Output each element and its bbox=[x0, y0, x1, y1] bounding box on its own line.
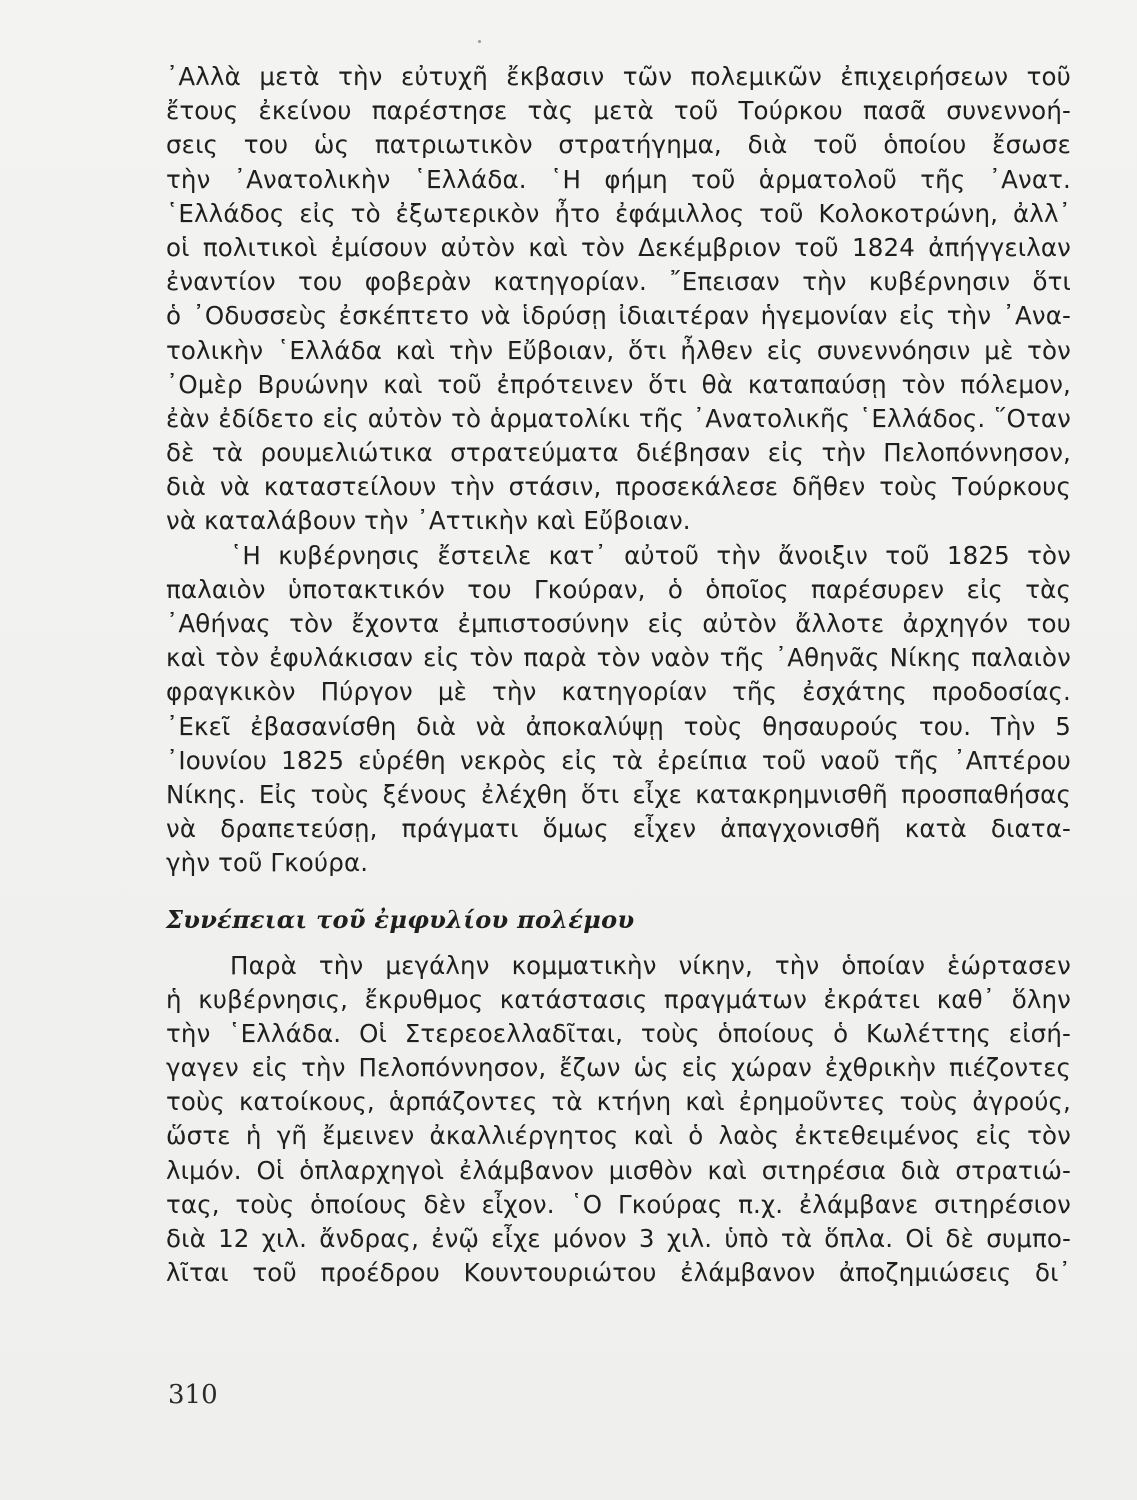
text-line: Νίκης. Εἰς τοὺς ξένους ἐλέχθη ὅτι εἶχε κατακρημνισθῆ προσπαθήσας bbox=[166, 779, 1071, 809]
paragraph-2 bbox=[166, 539, 1071, 881]
text-line: ἐὰν ἐδίδετο εἰς αὐτὸν τὸ ἁρματολίκι τῆς ᾿Ανατολικῆς ῾Ελλάδος. ῞Οταν bbox=[166, 403, 1071, 433]
text-line: ὥστε ἡ γῆ ἔμεινεν ἀκαλλιέργητος καὶ ὁ λαὸς ἐκτεθειμένος εἰς τὸν bbox=[166, 1121, 1071, 1151]
text-line: λῖται τοῦ προέδρου Κουντουριώτου ἐλάμβανον ἀποζημιώσεις δι᾿ bbox=[166, 1258, 1071, 1288]
text-line: τοὺς κατοίκους, ἁρπάζοντες τὰ κτήνη καὶ ἐρημοῦντες τοὺς ἀγρούς, bbox=[166, 1087, 1071, 1117]
text-line: διὰ νὰ καταστείλουν τὴν στάσιν, προσεκάλεσε δῆθεν τοὺς Τούρκους bbox=[166, 472, 1071, 502]
text-line: ἔτους ἐκείνου παρέστησε τὰς μετὰ τοῦ Τούρκου πασᾶ συνεννοή- bbox=[166, 96, 1071, 126]
text-line: τας, τοὺς ὁποίους δὲν εἶχον. ῾Ο Γκούρας π.χ. ἐλάμβανε σιτηρέσιον bbox=[166, 1189, 1071, 1219]
section-heading: Συνέπειαι τοῦ ἐμφυλίου πολέμου bbox=[166, 904, 635, 934]
body-text bbox=[166, 60, 1071, 1290]
paper-speck bbox=[478, 40, 481, 43]
text-line: Παρὰ τὴν μεγάλην κομματικὴν νίκην, τὴν ὁποίαν ἑώρτασεν bbox=[230, 950, 1071, 980]
text-line: παλαιὸν ὑποτακτικόν του Γκούραν, ὁ ὁποῖος παρέσυρεν εἰς τὰς bbox=[166, 574, 1071, 604]
text-line: τολικὴν ῾Ελλάδα καὶ τὴν Εὔβοιαν, ὅτι ἦλθεν εἰς συνεννόησιν μὲ τὸν bbox=[166, 335, 1071, 365]
text-line: ᾿Εκεῖ ἐβασανίσθη διὰ νὰ ἀποκαλύψῃ τοὺς θησαυρούς του. Τὴν 5 bbox=[166, 711, 1071, 741]
text-line: νὰ καταλάβουν τὴν ᾿Αττικὴν καὶ Εὔβοιαν. bbox=[166, 506, 691, 536]
text-line: τὴν ᾿Ανατολικὴν ῾Ελλάδα. ῾Η φήμη τοῦ ἁρματολοῦ τῆς ᾿Ανατ. bbox=[166, 164, 1071, 194]
text-line: δὲ τὰ ρουμελιώτικα στρατεύματα διέβησαν εἰς τὴν Πελοπόννησον, bbox=[166, 438, 1071, 468]
text-line: καὶ τὸν ἐφυλάκισαν εἰς τὸν παρὰ τὸν ναὸν τῆς ᾿Αθηνᾶς Νίκης παλαιὸν bbox=[166, 643, 1071, 673]
text-line: γαγεν εἰς τὴν Πελοπόννησον, ἔζων ὡς εἰς χώραν ἐχθρικὴν πιέζοντες bbox=[166, 1053, 1071, 1083]
text-line: νὰ δραπετεύσῃ, πράγματι ὅμως εἶχεν ἀπαγχονισθῆ κατὰ διατα- bbox=[166, 814, 1071, 844]
text-line: λιμόν. Οἱ ὁπλαρχηγοὶ ἐλάμβανον μισθὸν καὶ σιτηρέσια διὰ στρατιώ- bbox=[166, 1155, 1071, 1185]
text-line: διὰ 12 χιλ. ἄνδρας, ἐνῷ εἶχε μόνον 3 χιλ. ὑπὸ τὰ ὅπλα. Οἱ δὲ συμπο- bbox=[166, 1224, 1071, 1253]
page-number: 310 bbox=[168, 1380, 218, 1410]
text-line: ᾿Ιουνίου 1825 εὑρέθη νεκρὸς εἰς τὰ ἐρείπια τοῦ ναοῦ τῆς ᾿Απτέρου bbox=[166, 745, 1071, 775]
paragraph-3 bbox=[166, 949, 1071, 1291]
text-line: οἱ πολιτικοὶ ἐμίσουν αὐτὸν καὶ τὸν Δεκέμβριον τοῦ 1824 ἀπήγγειλαν bbox=[166, 232, 1071, 262]
paragraph-1 bbox=[166, 60, 1071, 539]
text-line: ᾿Αλλὰ μετὰ τὴν εὐτυχῆ ἔκβασιν τῶν πολεμικῶν ἐπιχειρήσεων τοῦ bbox=[166, 62, 1071, 91]
text-line: ῾Η κυβέρνησις ἔστειλε κατ᾿ αὐτοῦ τὴν ἄνοιξιν τοῦ 1825 τὸν bbox=[230, 540, 1071, 570]
text-line: γὴν τοῦ Γκούρα. bbox=[166, 848, 369, 878]
text-line: ἐναντίον του φοβερὰν κατηγορίαν. ῎Επεισαν τὴν κυβέρνησιν ὅτι bbox=[166, 267, 1071, 297]
text-line: ῾Ελλάδος εἰς τὸ ἐξωτερικὸν ἦτο ἐφάμιλλος τοῦ Κολοκοτρώνη, ἀλλ᾿ bbox=[166, 198, 1071, 228]
text-line: ᾿Αθήνας τὸν ἔχοντα ἐμπιστοσύνην εἰς αὐτὸν ἄλλοτε ἀρχηγόν του bbox=[166, 609, 1071, 638]
text-line: τὴν ῾Ελλάδα. Οἱ Στερεοελλαδῖται, τοὺς ὁποίους ὁ Κωλέττης εἰσή- bbox=[166, 1018, 1071, 1048]
text-line: ὁ ᾿Οδυσσεὺς ἐσκέπτετο νὰ ἱδρύσῃ ἰδιαιτέραν ἡγεμονίαν εἰς τὴν ᾿Ανα- bbox=[166, 301, 1071, 331]
text-line: ᾿Ομὲρ Βρυώνην καὶ τοῦ ἐπρότεινεν ὅτι θὰ καταπαύσῃ τὸν πόλεμον, bbox=[166, 369, 1071, 399]
text-line: ἡ κυβέρνησις, ἔκρυθμος κατάστασις πραγμάτων ἐκράτει καθ᾿ ὅλην bbox=[166, 984, 1071, 1014]
text-line: φραγκικὸν Πύργον μὲ τὴν κατηγορίαν τῆς ἐσχάτης προδοσίας. bbox=[166, 677, 1071, 707]
text-line: σεις του ὡς πατριωτικὸν στρατήγημα, διὰ τοῦ ὁποίου ἔσωσε bbox=[166, 130, 1071, 160]
